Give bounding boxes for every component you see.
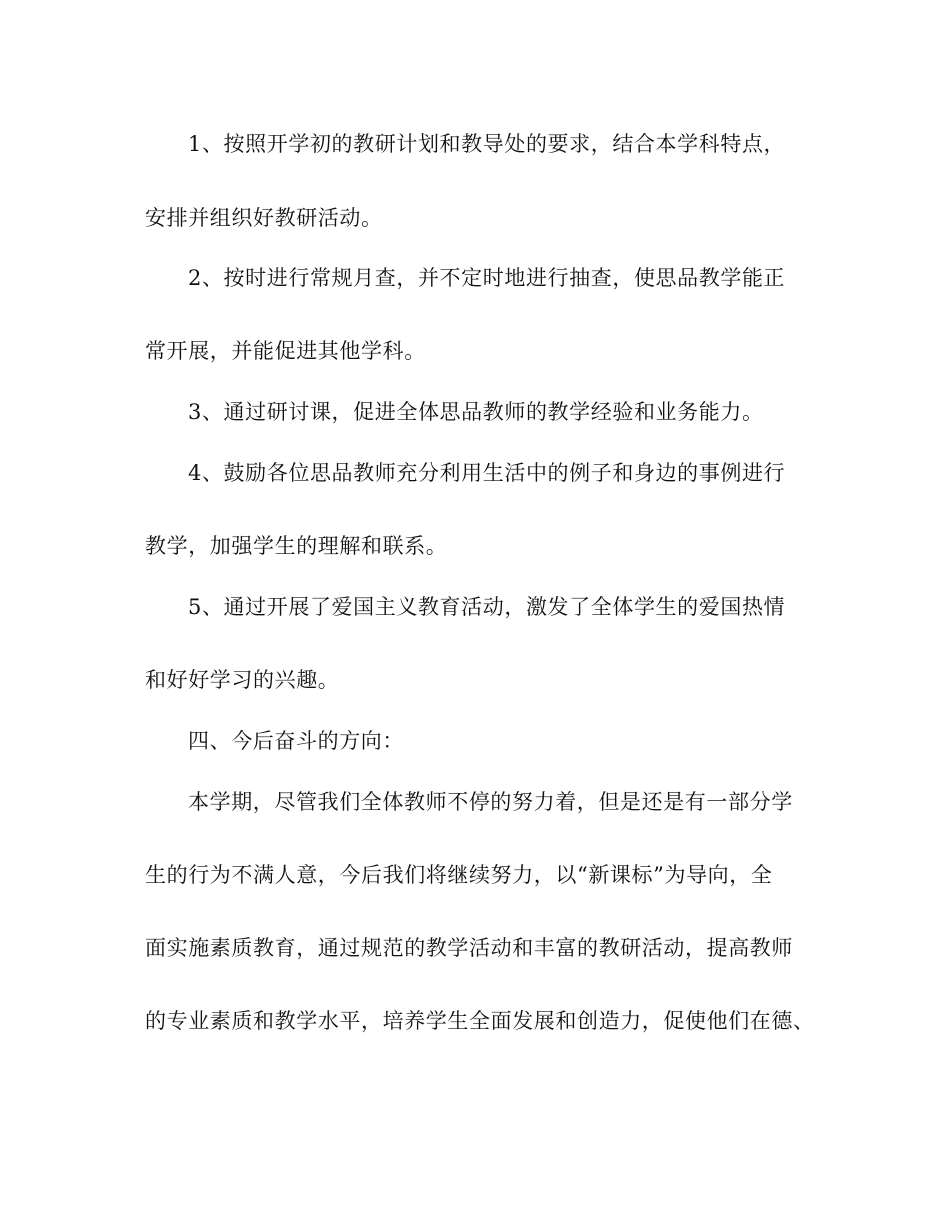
paragraph-5-line-2: 和好好学习的兴趣。 — [145, 668, 340, 692]
paragraph-6-line-3: 面实施素质教育，通过规范的教学活动和丰富的教研活动，提高教师 — [145, 936, 793, 960]
paragraph-5-line-1: 5、通过开展了爱国主义教育活动，激发了全体学生的爱国热情 — [188, 595, 786, 619]
paragraph-1-line-2: 安排并组织好教研活动。 — [145, 206, 383, 230]
paragraph-2-line-2: 常开展，并能促进其他学科。 — [145, 339, 426, 363]
paragraph-3-line-1: 3、通过研讨课，促进全体思品教师的教学经验和业务能力。 — [188, 400, 764, 424]
section-heading: 四、今后奋斗的方向： — [188, 729, 404, 753]
paragraph-2-line-1: 2、按时进行常规月查，并不定时地进行抽查，使思品教学能正 — [188, 266, 786, 290]
paragraph-6-line-4: 的专业素质和教学水平，培养学生全面发展和创造力，促使他们在德、 — [145, 1009, 815, 1033]
paragraph-6-line-2: 生的行为不满人意，今后我们将继续努力，以“新课标”为导向，全 — [145, 863, 773, 887]
paragraph-6-line-1: 本学期，尽管我们全体教师不停的努力着，但是还是有一部分学 — [188, 790, 793, 814]
paragraph-4-line-2: 教学，加强学生的理解和联系。 — [145, 534, 448, 558]
paragraph-4-line-1: 4、鼓励各位思品教师充分利用生活中的例子和身边的事例进行 — [188, 461, 786, 485]
paragraph-1-line-1: 1、按照开学初的教研计划和教导处的要求，结合本学科特点， — [188, 132, 786, 156]
